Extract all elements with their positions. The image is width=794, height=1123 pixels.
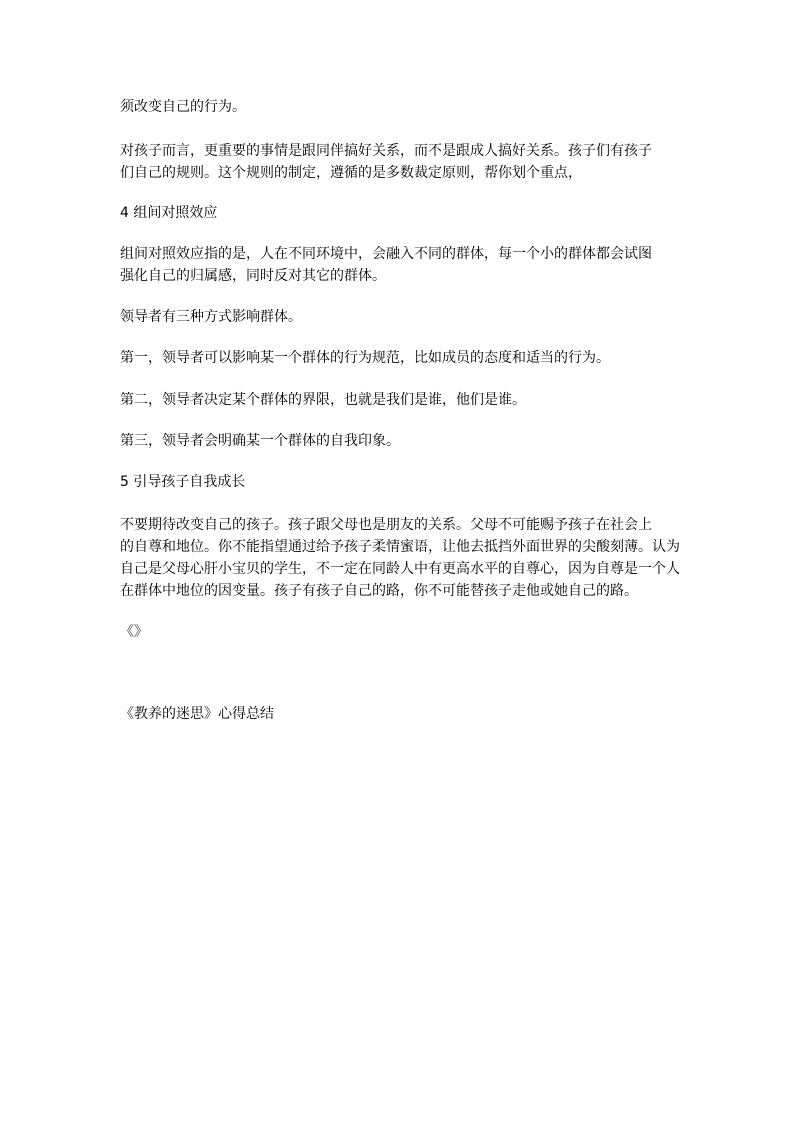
paragraph-line: 自己是父母心肝小宝贝的学生，不一定在同龄人中有更高水平的自尊心，因为自尊是一个人 (120, 561, 680, 577)
empty-book-brackets: 《》 (120, 624, 148, 640)
paragraph-line: 在群体中地位的因变量。孩子有孩子自己的路，你不可能替孩子走他或她自己的路。 (120, 583, 638, 599)
paragraph-third: 第三，领导者会明确某一个群体的自我印象。 (120, 433, 400, 449)
paragraph-peer-relations (120, 140, 680, 184)
paragraph-leader-ways: 领导者有三种方式影响群体。 (120, 309, 302, 325)
section-heading-4: 4 组间对照效应 (120, 205, 218, 221)
paragraph-second: 第二，领导者决定某个群体的界限，也就是我们是谁，他们是谁。 (120, 392, 526, 408)
paragraph-line: 强化自己的归属感，同时反对其它的群体。 (120, 268, 386, 284)
paragraph-line: 组间对照效应指的是，人在不同环境中，会融入不同的群体，每一个小的群体都会试图 (120, 246, 652, 262)
footer-title: 《教养的迷思》心得总结 (120, 706, 274, 722)
paragraph-line: 对孩子而言，更重要的事情是跟同伴搞好关系，而不是跟成人搞好关系。孩子们有孩子 (120, 143, 652, 159)
paragraph-group-contrast (120, 243, 680, 287)
section-heading-5: 5 引导孩子自我成长 (120, 474, 246, 490)
paragraph-line: 们自己的规则。这个规则的制定，遵循的是多数裁定原则，帮你划个重点， (120, 165, 582, 181)
paragraph-continuation: 须改变自己的行为。 (120, 99, 246, 115)
paragraph-line: 不要期待改变自己的孩子。孩子跟父母也是朋友的关系。父母不可能赐予孩子在社会上 (120, 517, 652, 533)
paragraph-line: 的自尊和地位。你不能指望通过给予孩子柔情蜜语，让他去抵挡外面世界的尖酸刻薄。认为 (120, 539, 680, 555)
paragraph-first: 第一，领导者可以影响某一个群体的行为规范，比如成员的态度和适当的行为。 (120, 350, 610, 366)
paragraph-self-growth (120, 514, 680, 602)
